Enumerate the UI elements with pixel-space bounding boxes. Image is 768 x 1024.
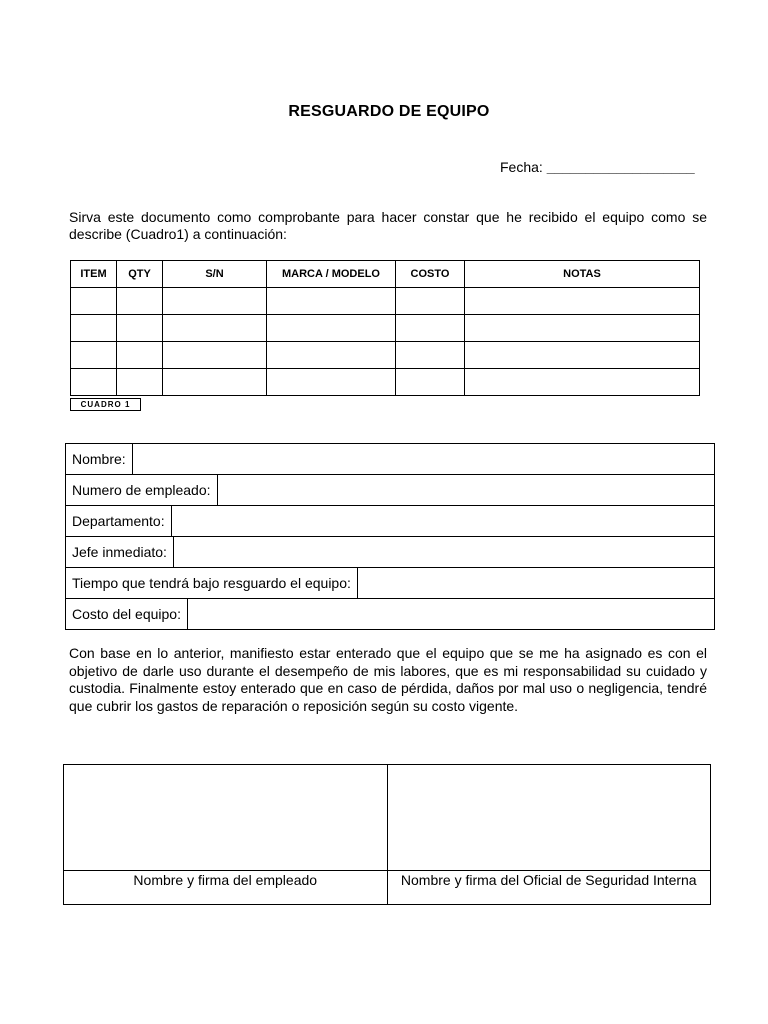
field-label-employee-number: Numero de empleado: [66,475,218,505]
table-cell[interactable] [465,288,700,315]
document-title: RESGUARDO DE EQUIPO [288,103,490,120]
table-caption: CUADRO 1 [70,398,141,411]
column-header-item: ITEM [71,261,117,288]
signature-caption-officer: Nombre y firma del Oficial de Seguridad Interna [400,872,697,888]
table-cell[interactable] [267,288,396,315]
signature-space-officer[interactable] [388,765,711,871]
field-label-custody-time: Tiempo que tendrá bajo resguardo el equipo: [66,568,358,598]
signature-column-officer [387,765,711,904]
table-row [71,288,700,315]
employee-info-form [65,443,715,630]
signature-column-employee [64,765,387,904]
table-cell[interactable] [163,315,267,342]
form-row-employee-number [66,475,714,506]
column-header-sn: S/N [163,261,267,288]
table-cell[interactable] [465,315,700,342]
field-label-department: Departamento: [66,506,172,536]
signature-table [63,764,711,905]
field-input-equipment-cost[interactable] [188,599,714,629]
statement-paragraph: Con base en lo anterior, manifiesto estar enterado que el equipo que se me ha asignado es con el objetivo de darle uso durante el desempeño de mis labores, que es mi responsabilidad su cuidado y custodia. Finalmente estoy enterado que en caso de pérdida, daños por mal uso o negligencia, tendré que cubrir los gastos de reparación o reposición según su costo vigente. [69,645,707,714]
field-label-name: Nombre: [66,444,133,474]
table-cell[interactable] [267,342,396,369]
field-input-custody-time[interactable] [358,568,714,598]
table-cell[interactable] [396,342,465,369]
table-cell[interactable] [465,369,700,396]
field-input-department[interactable] [172,506,714,536]
table-cell[interactable] [267,369,396,396]
table-cell[interactable] [117,342,163,369]
form-row-department [66,506,714,537]
signature-caption-employee: Nombre y firma del empleado [133,872,318,888]
date-blank-line[interactable]: ___________________ [546,159,695,175]
table-cell[interactable] [267,315,396,342]
table-cell[interactable] [163,288,267,315]
field-label-supervisor: Jefe inmediato: [66,537,174,567]
column-header-qty: QTY [117,261,163,288]
form-row-name [66,444,714,475]
table-cell[interactable] [465,342,700,369]
table-cell[interactable] [117,369,163,396]
intro-paragraph: Sirva este documento como comprobante para hacer constar que he recibido el equipo como se describe (Cuadro1) a continuación: [69,209,707,242]
field-label-equipment-cost: Costo del equipo: [66,599,188,629]
table-cell[interactable] [163,342,267,369]
date-field [500,159,695,175]
table-cell[interactable] [396,288,465,315]
table-header-row [71,261,700,288]
signature-space-employee[interactable] [64,765,387,871]
field-input-supervisor[interactable] [174,537,714,567]
column-header-cost: COSTO [396,261,465,288]
table-cell[interactable] [163,369,267,396]
table-cell[interactable] [71,288,117,315]
equipment-table [70,260,700,396]
table-cell[interactable] [71,342,117,369]
column-header-notes: NOTAS [465,261,700,288]
column-header-brand-model: MARCA / MODELO [267,261,396,288]
field-input-employee-number[interactable] [218,475,714,505]
table-row [71,369,700,396]
table-cell[interactable] [396,315,465,342]
table-cell[interactable] [396,369,465,396]
table-row [71,342,700,369]
table-cell[interactable] [117,315,163,342]
form-row-equipment-cost [66,599,714,630]
form-row-custody-time [66,568,714,599]
table-cell[interactable] [117,288,163,315]
field-input-name[interactable] [133,444,714,474]
table-cell[interactable] [71,315,117,342]
table-cell[interactable] [71,369,117,396]
table-row [71,315,700,342]
form-row-supervisor [66,537,714,568]
date-label: Fecha: [500,159,543,175]
